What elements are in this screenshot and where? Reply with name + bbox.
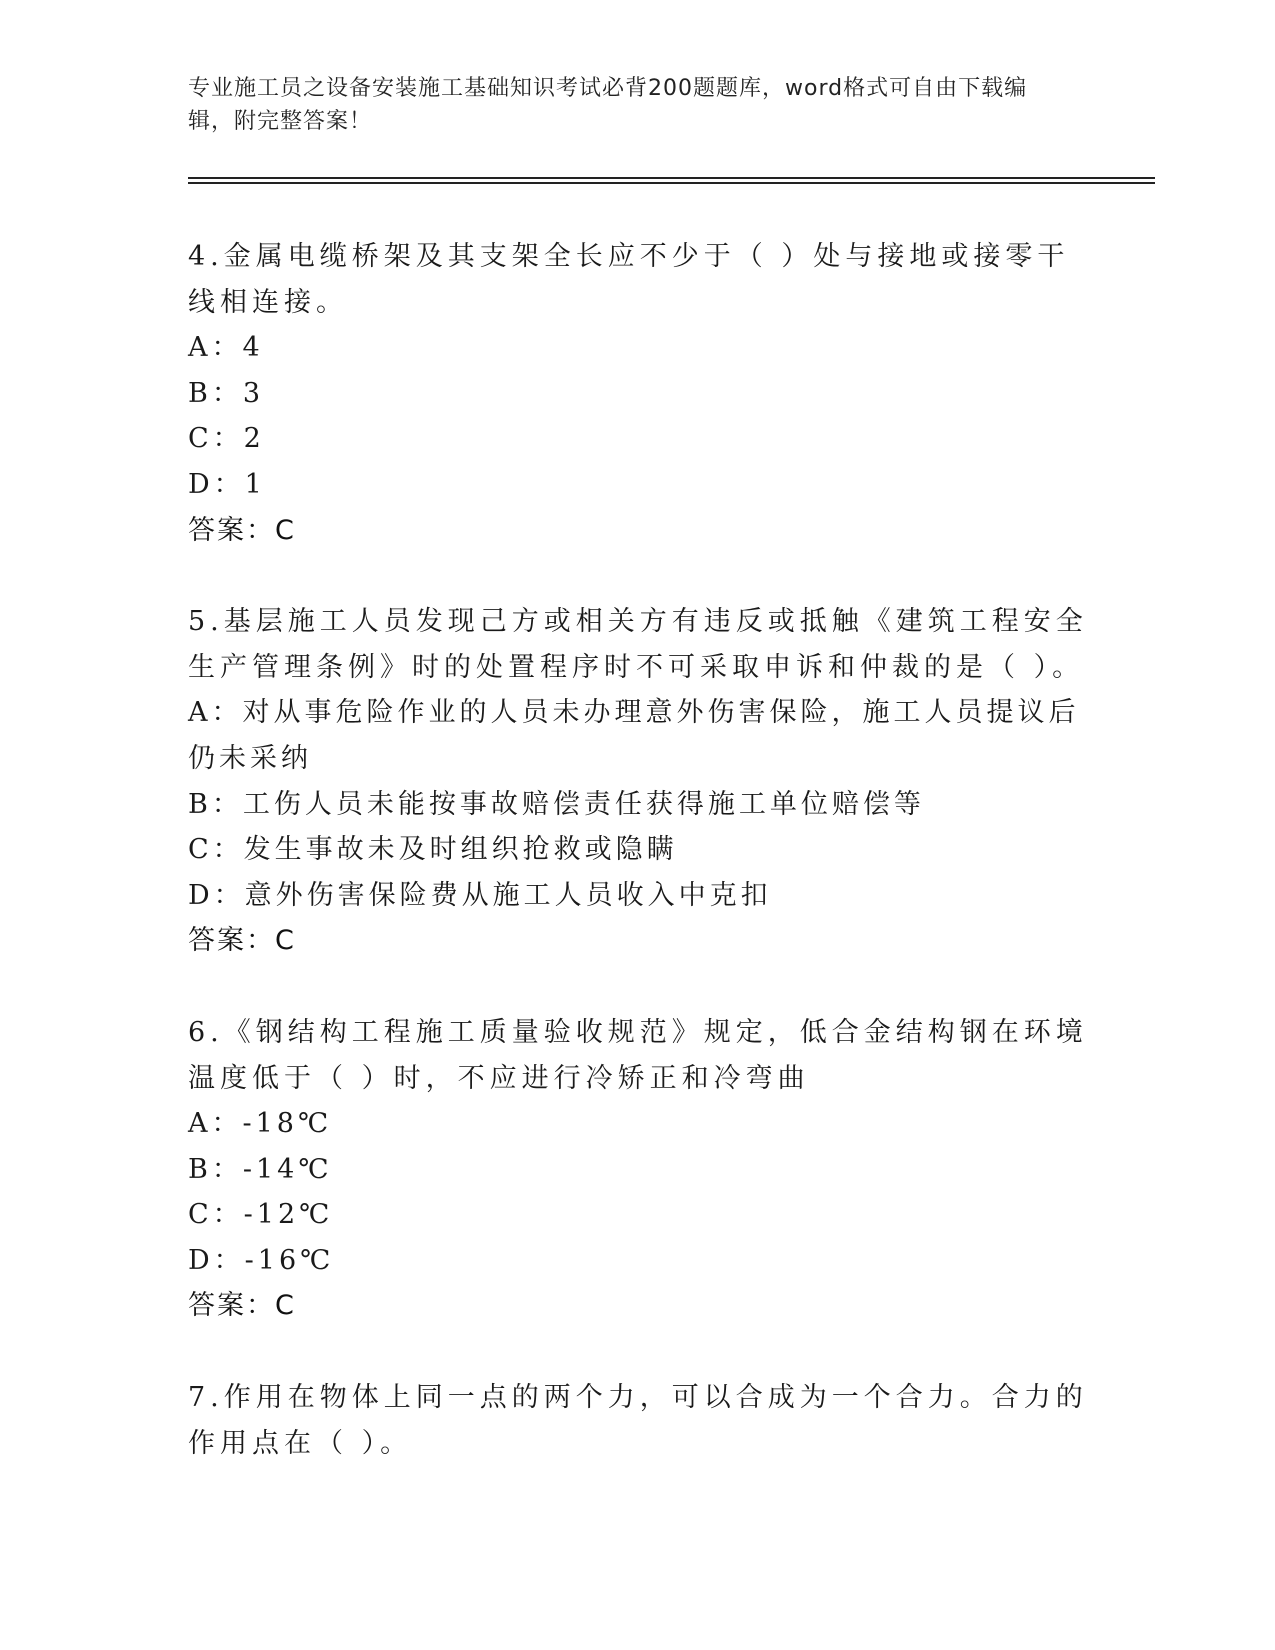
option-a: A：4	[188, 332, 264, 364]
question-7	[188, 1375, 1088, 1466]
question-6	[188, 1010, 1088, 1329]
header-divider-bottom	[188, 182, 1155, 184]
option-a: A：-18℃	[188, 1108, 333, 1140]
option-d: D：意外伤害保险费从施工人员收入中克扣	[188, 879, 772, 911]
option-b: B：-14℃	[188, 1153, 333, 1185]
option-b: B：工伤人员未能按事故赔偿责任获得施工单位赔偿等	[188, 788, 925, 820]
option-d: D：-16℃	[188, 1244, 335, 1276]
question-stem: 4.金属电缆桥架及其支架全长应不少于（ ）处与接地或接零干线相连接。	[188, 241, 1070, 318]
document-header: 专业施工员之设备安装施工基础知识考试必背200题题库，word格式可自由下载编辑，附完整答案！	[188, 76, 1028, 134]
option-a: A：对从事危险作业的人员未办理意外伤害保险，施工人员提议后仍未采纳	[188, 697, 1080, 774]
question-stem: 7.作用在物体上同一点的两个力，可以合成为一个合力。合力的作用点在（ ）。	[188, 1382, 1088, 1459]
question-stem: 6.《钢结构工程施工质量验收规范》规定，低合金结构钢在环境温度低于（ ）时，不应进行冷矫正和冷弯曲	[188, 1016, 1088, 1094]
answer-line: 答案：C	[188, 925, 296, 957]
question-list	[188, 234, 1088, 1512]
header-divider-top	[188, 177, 1155, 179]
answer-line: 答案：C	[188, 514, 296, 546]
option-c: C：发生事故未及时组织抢救或隐瞒	[188, 834, 678, 866]
option-d: D：1	[188, 468, 266, 500]
option-b: B：3	[188, 377, 265, 409]
question-5	[188, 599, 1088, 964]
option-c: C：-12℃	[188, 1199, 334, 1231]
question-stem: 5.基层施工人员发现己方或相关方有违反或抵触《建筑工程安全生产管理条例》时的处置程序时不可采取申诉和仲裁的是（ ）。	[188, 606, 1088, 683]
option-c: C：2	[188, 423, 265, 455]
answer-line: 答案：C	[188, 1290, 296, 1322]
question-4	[188, 234, 1088, 553]
